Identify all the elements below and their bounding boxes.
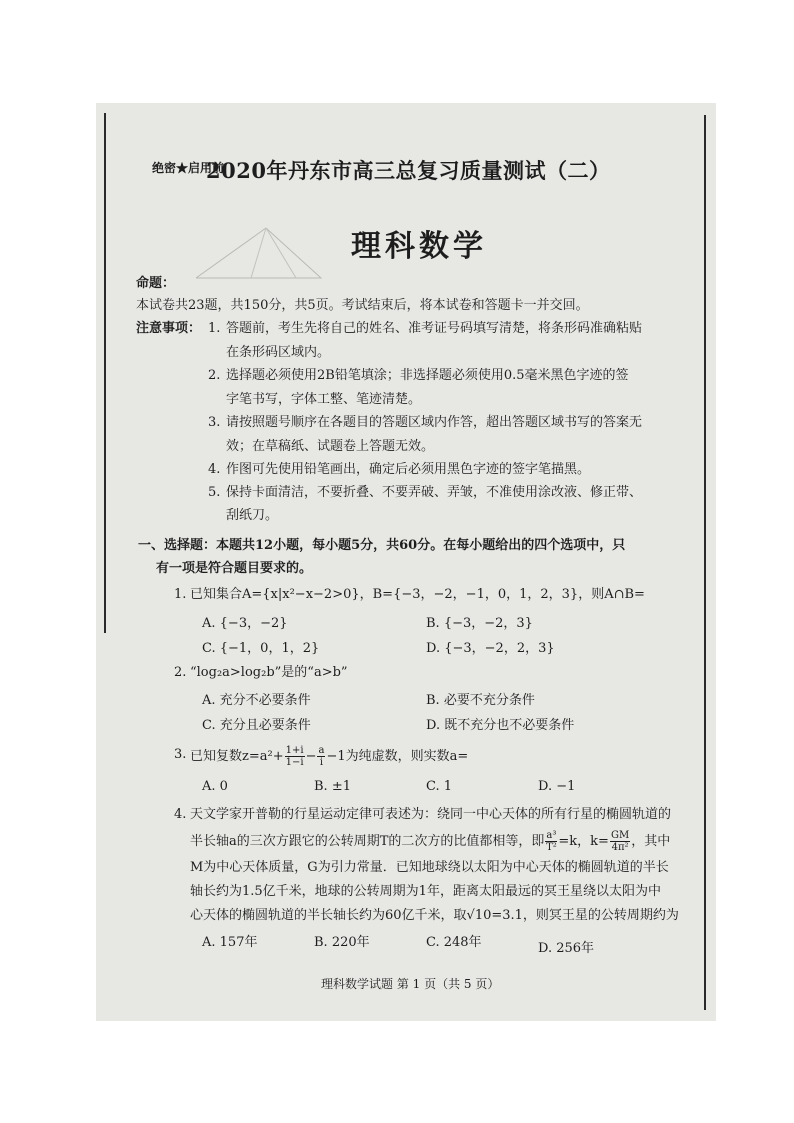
q4-k-denominator: 4π² <box>611 842 629 853</box>
note-2-line-1: 选择题必须使用2B铅笔填涂；非选择题必须使用0.5毫米黑色字迹的签 <box>226 368 629 383</box>
q3-fraction-2-denominator: i <box>319 757 324 768</box>
q3-stem <box>190 745 468 768</box>
q2-stem: “log₂a>log₂b”是的“a>b” <box>190 665 348 680</box>
q4-option-c: C. 248年 <box>426 935 482 950</box>
notice-label: 注意事项： <box>136 321 202 336</box>
exam-title: 2020年丹东市高三总复习质量测试（二） <box>206 158 611 183</box>
note-1-line-1: 答题前，考生先将自己的姓名、准考证号码填写清楚，将条形码准确粘贴 <box>226 321 643 336</box>
note-2-line-2: 字笔书写，字体工整、笔迹清楚。 <box>226 392 422 407</box>
subject-title: 理科数学 <box>351 229 487 264</box>
q4-kepler-numerator: a³ <box>546 830 557 841</box>
q4-k-fraction <box>610 830 630 853</box>
q3-fraction-2 <box>317 745 325 768</box>
q3-stem-end: −1为纯虚数，则实数a= <box>326 749 469 764</box>
bleed-through-sketch <box>191 223 341 283</box>
q2-option-b: B. 必要不充分条件 <box>426 693 535 708</box>
q4-line-2-end: ，其中 <box>631 834 671 849</box>
q2-number: 2. <box>174 665 187 680</box>
q4-option-a: A. 157年 <box>202 935 258 950</box>
note-3-line-1: 请按照题号顺序在各题目的答题区域内作答，超出答题区域书写的答案无 <box>226 415 643 430</box>
q3-fraction-1 <box>285 745 305 768</box>
note-5-line-2: 刮纸刀。 <box>226 508 279 523</box>
q1-option-b: B. {−3，−2，3} <box>426 616 533 631</box>
q4-line-2-mid: =k，k= <box>558 834 609 849</box>
q2-option-a: A. 充分不必要条件 <box>202 693 311 708</box>
note-1-num: 1. <box>208 321 221 336</box>
note-2-num: 2. <box>208 368 221 383</box>
q4-kepler-fraction <box>545 830 557 853</box>
q4-line-2-start: 半长轴a的三次方跟它的公转周期T的二次方的比值都相等，即 <box>190 834 545 849</box>
exam-sheet <box>96 103 716 1021</box>
page-footer: 理科数学试题 第 1 页（共 5 页） <box>321 977 500 991</box>
q4-kepler-denominator: T² <box>546 842 557 853</box>
exam-summary: 本试卷共23题，共150分，共5页。考试结束后，将本试卷和答题卡一并交回。 <box>136 298 589 313</box>
proposer-label: 命题： <box>136 276 176 291</box>
q4-line-3: M为中心天体质量，G为引力常量．已知地球绕以太阳为中心天体的椭圆轨道的半长 <box>190 860 669 875</box>
note-3-line-2: 效；在草稿纸、试题卷上答题无效。 <box>226 439 435 454</box>
q1-option-c: C. {−1，0，1，2} <box>202 641 320 656</box>
q3-stem-start: 已知复数z=a²+ <box>190 749 284 764</box>
q4-line-4: 轴长约为1.5亿千米，地球的公转周期为1年，距离太阳最远的冥王星绕以太阳为中 <box>190 884 661 899</box>
q4-line-5: 心天体的椭圆轨道的半长轴长约为60亿千米，取√10=3.1，则冥王星的公转周期约为 <box>190 908 679 923</box>
q4-k-numerator: GM <box>610 830 630 841</box>
q3-option-d: D. −1 <box>538 779 576 794</box>
q3-minus: − <box>305 749 317 764</box>
note-4-num: 4. <box>208 462 221 477</box>
q3-fraction-1-numerator: 1+i <box>285 745 304 756</box>
note-3-num: 3. <box>208 415 221 430</box>
q3-option-b: B. ±1 <box>314 779 351 794</box>
q3-fraction-2-numerator: a <box>318 745 325 756</box>
section1-heading-line-1: 一、选择题：本题共12小题，每小题5分，共60分。在每小题给出的四个选项中，只 <box>138 538 626 553</box>
q1-option-d: D. {−3，−2，2，3} <box>426 641 555 656</box>
note-5-line-1: 保持卡面清洁，不要折叠、不要弄破、弄皱，不准使用涂改液、修正带、 <box>226 485 643 500</box>
note-1-line-2: 在条形码区域内。 <box>226 345 331 360</box>
q1-number: 1. <box>174 587 187 602</box>
q2-option-c: C. 充分且必要条件 <box>202 718 311 733</box>
q4-option-d: D. 256年 <box>538 941 595 956</box>
q4-option-b: B. 220年 <box>314 935 370 950</box>
q3-number: 3. <box>174 747 187 762</box>
q4-line-2 <box>190 830 670 853</box>
q3-option-a: A. 0 <box>202 779 228 794</box>
secret-label: 绝密★启用前 <box>152 161 225 175</box>
q2-option-d: D. 既不充分也不必要条件 <box>426 718 575 733</box>
q3-option-c: C. 1 <box>426 779 453 794</box>
note-5-num: 5. <box>208 485 221 500</box>
section1-heading-line-2: 有一项是符合题目要求的。 <box>156 561 313 576</box>
note-4-line-1: 作图可先使用铅笔画出，确定后必须用黑色字迹的签字笔描黑。 <box>226 462 591 477</box>
q4-number: 4. <box>174 807 187 822</box>
q3-fraction-1-denominator: 1−i <box>285 757 304 768</box>
q4-line-1: 天文学家开普勒的行星运动定律可表述为：绕同一中心天体的所有行星的椭圆轨道的 <box>190 807 672 822</box>
q1-option-a: A. {−3，−2} <box>202 616 288 631</box>
q1-stem: 已知集合A={x|x²−x−2>0}，B={−3，−2，−1，0，1，2，3}，则A∩B= <box>190 587 645 602</box>
